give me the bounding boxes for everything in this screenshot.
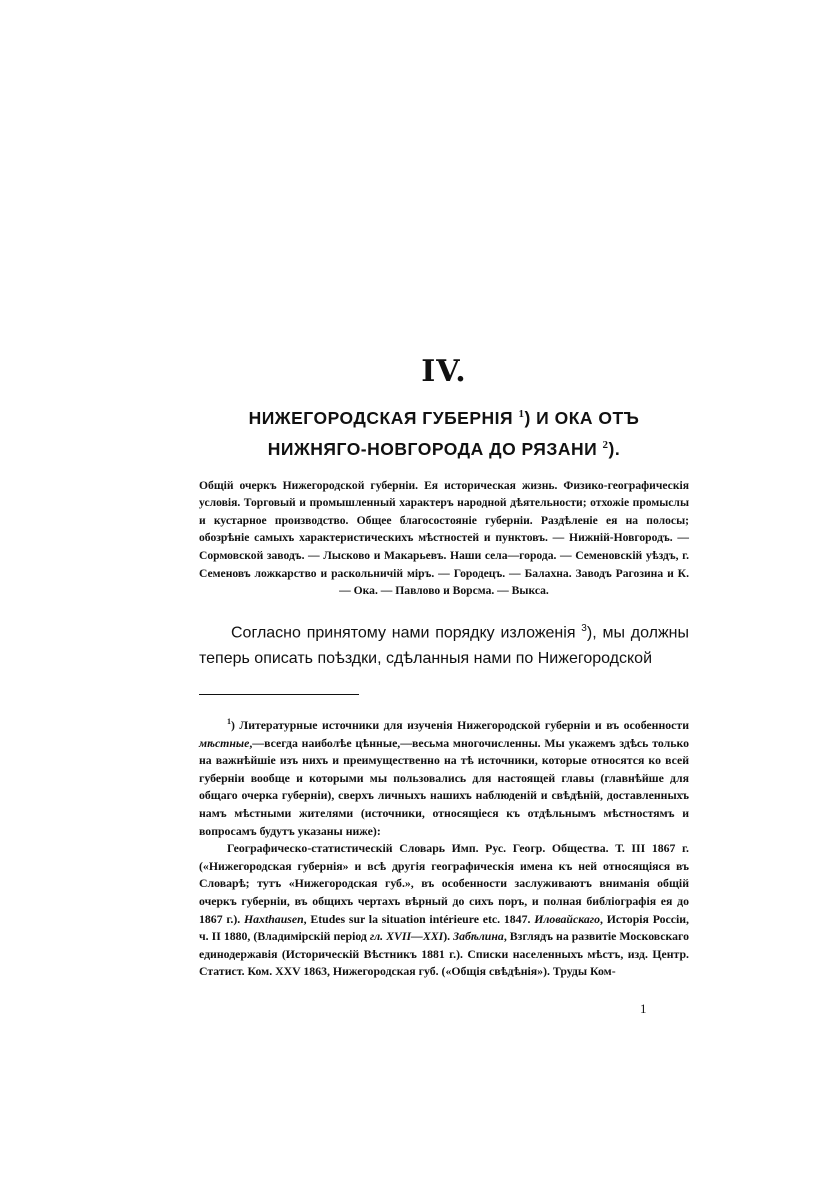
footnote-1-para-2 bbox=[199, 840, 689, 981]
body-part2: ), мы должны теперь описать поѣздки, сдѣланныя нами по Нижегородской bbox=[199, 624, 690, 668]
footnote-text: , Исторія Россіи, ч. II 1880, (Владимірскій період bbox=[199, 911, 689, 944]
footnote-text: ) Литературные источники для изученія Нижегородской губерніи и въ особенности bbox=[231, 718, 689, 733]
chapter-title-part1: НИЖЕГОРОДСКАЯ ГУБЕРНІЯ bbox=[248, 407, 519, 428]
footnote-ref-1: 1 bbox=[518, 408, 525, 420]
footnote-marker: 1 bbox=[227, 717, 231, 727]
footnote-emphasis: Haxthausen bbox=[243, 911, 304, 926]
footnote-emphasis: мѣстные bbox=[199, 735, 250, 750]
body-part1: Согласно принятому нами порядку изложенія bbox=[231, 624, 582, 642]
chapter-number: IV. bbox=[421, 354, 467, 389]
footnote-text: ). bbox=[443, 929, 454, 944]
chapter-summary: Общій очеркъ Нижегородской губерніи. Ея историческая жизнь. Физико-географическія условія. Торговый и промышленный характеръ народной дѣятельности; отхожіе промыслы и кустарное производство. Общее благосостояніе губерніи. Раздѣленіе ея на полосы; обозрѣніе самыхъ характеристическихъ мѣстностей и пунктовъ. — Нижній-Новгородъ. — Сормовской заводъ. — Лысково и Макарьевъ. Наши села—города. — Семеновскій уѣздъ, г. Семеновъ ложкарство и раскольничій міръ. — Городецъ. — Балахна. Заводъ Рагозина и К. — Ока. — Павлово и Ворсма. — Выкса. bbox=[199, 478, 689, 598]
footnote-emphasis: Иловайскаго bbox=[534, 911, 601, 926]
footnote-ref-3: 3 bbox=[581, 622, 587, 634]
footnote-1-para-1 bbox=[199, 713, 689, 840]
footnote-divider bbox=[199, 694, 359, 695]
footnote-text: , Etudes sur la situation intérieure etc. 1847. bbox=[303, 911, 535, 926]
footnote-emphasis: Забѣлина bbox=[453, 929, 504, 944]
chapter-title bbox=[199, 401, 689, 463]
page-content bbox=[199, 355, 689, 981]
chapter-title-part2: ) И ОКА ОТЪ НИЖНЯГО-НОВГОРОДА ДО РЯЗАНИ bbox=[267, 407, 640, 459]
footnote-text: Географическо-статистическій Словарь Имп. Рус. Геогр. Общества. Т. III 1867 г. («Нижегородская губернія» и всѣ другія географическія имена къ ней относящіяся въ Словарѣ; тутъ «Нижегородская губ.», въ особенности заслуживаютъ вниманія общій очеркъ губерніи, въ общихъ чертахъ вѣрный до сихъ поръ, и полная библіографія ея до 1867 г.). bbox=[199, 841, 689, 926]
page-number: 1 bbox=[640, 1001, 647, 1016]
body-paragraph bbox=[199, 616, 689, 672]
chapter-title-part3: ). bbox=[608, 438, 621, 459]
footnote-ref-2: 2 bbox=[602, 438, 609, 451]
footnote-emphasis: гл. XVII—XXI bbox=[369, 929, 444, 944]
footnote-text: , Взглядъ на развитіе Московскаго единодержавія (Историческій Вѣстникъ 1881 г.). Списки населенныхъ мѣстъ, изд. Центр. Статист. Ком. XXV 1863, Нижегородская губ. («Общія свѣдѣнія»). Труды Ком- bbox=[199, 929, 690, 979]
footnote-text: ,—всегда наиболѣе цѣнные,—весьма многочисленны. Мы укажемъ здѣсь только на важнѣйшіе изъ нихъ и преимущественно на тѣ источники, которые относятся ко всей губерніи вообще и которыми мы пользовались для настоящей главы (главнѣйше для общаго очерка губерніи), сверхъ личныхъ нашихъ наблюденій и свѣдѣній, доставленныхъ намъ мѣстными жителями (источники, относящіеся къ отдѣльнымъ мѣстностямъ и вопросамъ будутъ указаны ниже): bbox=[199, 735, 689, 838]
